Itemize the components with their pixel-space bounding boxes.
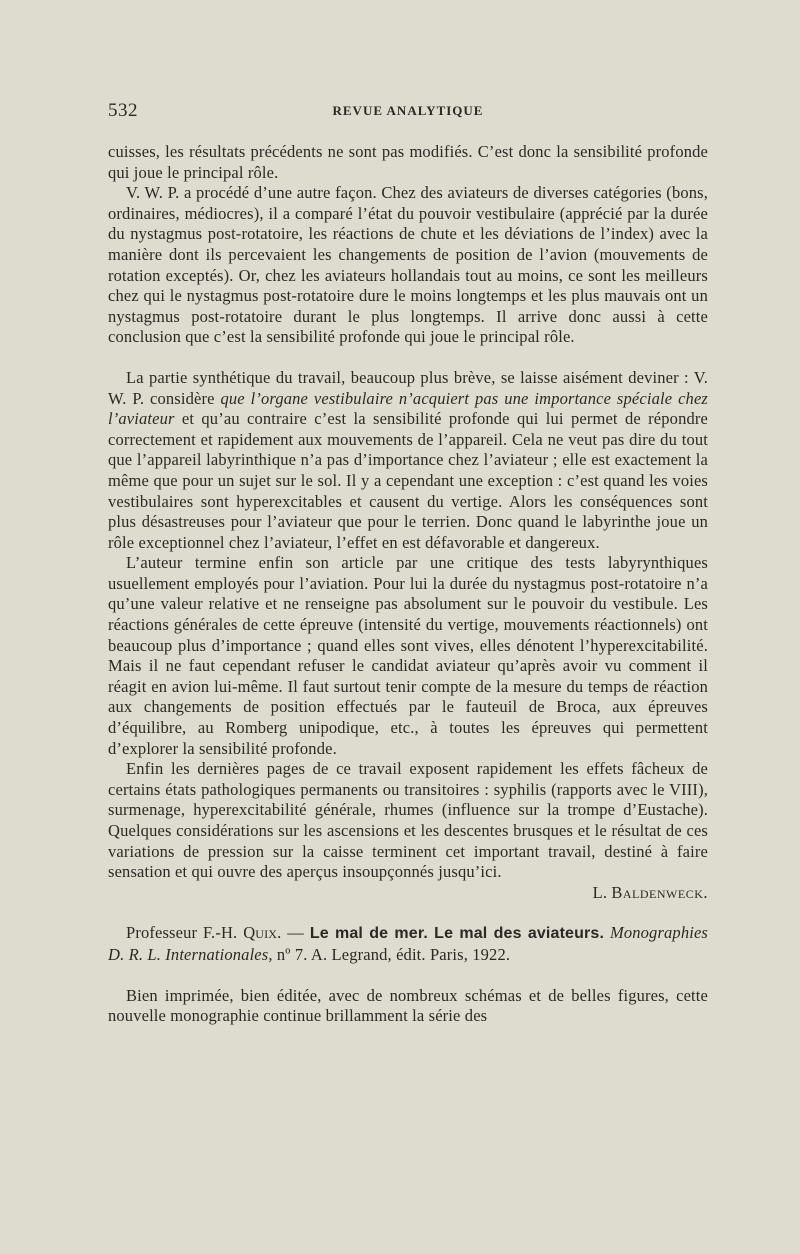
paragraph-review-start: Bien imprimée, bien éditée, avec de nombreux schémas et de belles figures, cette nouvelle monographie continue brillamment la série des [108,985,708,1026]
journal-title: REVUE ANALYTIQUE [332,103,484,118]
reference-author-prefix: Professeur F.-H. [126,923,244,943]
signature-name: Baldenweck. [611,882,708,902]
paragraph-method: V. W. P. a procédé d’une autre façon. Chez des aviateurs de diverses catégories (bons, ordinaires, médiocres), il a comparé l’état du pouvoir vestibulaire (apprécié par la durée du nystagmus post-rotatoire, les réactions de chute et les déviations de l’index) avec la manière dont ils percevaient les changements de position de l’avion (mouvements de rotation exceptés). Or, chez les aviateurs hollandais tout au moins, ce sont les meilleurs chez qui le nystagmus post-rotatoire dure le moins longtemps et les plus mauvais ont un nystagmus post-rotatoire durant le plus longtemps. Il arrive donc aussi à cette conclusion que c’est la sensibilité profonde qui joue le principal rôle. [108,183,708,347]
synthesis-text-start: La partie synthétique du travail, beaucoup plus brève, se laisse aisément deviner : V. W. P. considère [108,367,708,408]
article-body [108,142,708,1027]
paragraph-critique: L’auteur termine enfin son article par une critique des tests labyrynthiques usuellement employés pour l’aviation. Pour lui la durée du nystagmus post-rotatoire n’a qu’une valeur relative et ne renseigne pas absolument sur le pouvoir du vestibule. Les réactions générales de cette épreuve (intensité du vertige, mouvements réactionnels) ont beaucoup plus d’importance ; quand elles sont vives, elles dénotent l’hyperexcitabilité. Mais il ne faut cependant refuser le candidat aviateur qu’après avoir vu comment il réagit en avion lui-même. Il faut surtout tenir compte de la mesure du temps de réaction aux changements de position effectués par le fauteuil de Broca, aux épreuves d’équilibre, au Romberg unipodique, etc., à toutes les épreuves qui permettent d’explorer la sensibilité profonde. [108,553,708,758]
paragraph-continuation: cuisses, les résultats précédents ne sont pas modifiés. C’est donc la sensibilité profonde qui joue le principal rôle. [108,142,708,182]
signature-initial: L. [592,882,612,902]
reference-author-name: Quix [243,923,278,943]
running-header [108,100,708,124]
page-number: 532 [108,100,138,121]
conclusion-text: Enfin les dernières pages de ce travail exposent rapidement les effets fâcheux de certains états pathologiques permanents ou transitoires : syphilis (rapports avec le VIII), surmenage, hyperexcitabilité générale, rhumes (influence sur la trompe d’Eustache). Quelques considérations sur les ascensions et les descentes brusques et le résultat de ces variations de pression sur la caisse terminent cet important travail, destiné à faire sensation et qui ouvre des aperçus insoupçonnés jusqu’ici. [108,759,708,882]
reference-details: nº 7. A. Legrand, édit. Paris, 1922. [272,944,511,964]
paragraph-synthesis [108,368,708,553]
synthesis-emphasis: que l’organe vestibulaire n’acquiert pas une importance spéciale chez l’aviateur [108,388,708,429]
synthesis-text-end: et qu’au contraire c’est la sensibilité profonde qui lui permet de répondre correctement et rapidement aux mouvements de l’appareil. Cela ne veut pas dire du tout que l’appareil labyrinthique n’a pas d’importance chez l’aviateur ; elle est exactement la même que pour un sujet sur le sol. Il y a cependant une exception : c’est quand les voies vestibulaires sont hyperexcitables et causent du vertige. Alors les conséquences sont plus désastreuses pour l’aviateur que pour le terrien. Donc quand le labyrinthe joue un rôle exceptionnel chez l’aviateur, l’effet en est défavorable et dangereux. [108,409,708,552]
paragraph-conclusion [108,759,708,903]
reference-series: Monographies D. R. L. Internationales, [108,923,708,964]
reference-dash: . — [277,923,310,943]
reference-title: Le mal de mer. Le mal des aviateurs. [309,925,605,943]
author-signature [108,883,708,904]
bibliographic-reference [108,923,708,965]
